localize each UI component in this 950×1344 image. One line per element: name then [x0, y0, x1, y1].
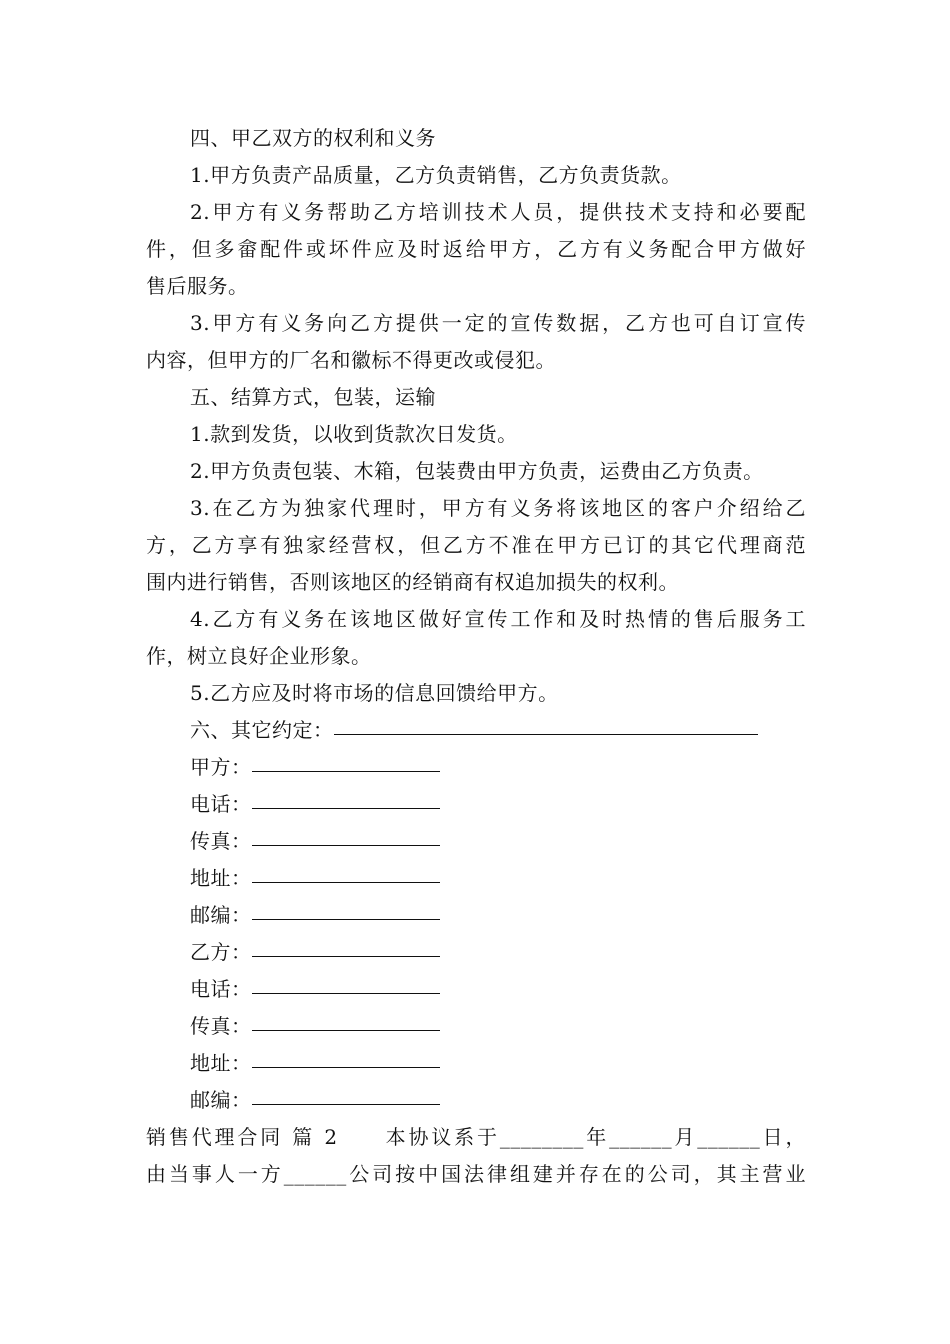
address-b-label: 地址：: [190, 1051, 252, 1075]
section-4-item-2-line-1: 2.甲方有义务帮助乙方培训技术人员，提供技术支持和必要配: [190, 200, 806, 224]
signature-postcode-b: [146, 1082, 806, 1119]
fax-a-label: 传真：: [190, 829, 252, 853]
signature-party-a: [146, 749, 806, 786]
section-4-item-2-line-3: 售后服务。: [146, 274, 249, 298]
other-terms-blank[interactable]: [334, 712, 758, 735]
next-contract-line-1: 销售代理合同 篇 2 本协议系于________年______月______日，: [146, 1125, 806, 1149]
party-b-blank[interactable]: [252, 934, 440, 957]
party-a-label: 甲方：: [190, 755, 252, 779]
fax-a-blank[interactable]: [252, 823, 440, 846]
party-b-label: 乙方：: [190, 940, 252, 964]
section-5-item-3-line-3: 围内进行销售，否则该地区的经销商有权追加损失的权利。: [146, 570, 679, 594]
postcode-b-blank[interactable]: [252, 1082, 440, 1105]
postcode-a-blank[interactable]: [252, 897, 440, 920]
signature-address-b: [146, 1045, 806, 1082]
phone-b-blank[interactable]: [252, 971, 440, 994]
section-5-item-5: 5.乙方应及时将市场的信息回馈给甲方。: [190, 681, 559, 705]
document-body: [146, 120, 806, 1193]
signature-phone-b: [146, 971, 806, 1008]
section-6-other-terms: [146, 712, 806, 749]
section-4-item-2-line-2: 件，但多畲配件或坏件应及时返给甲方，乙方有义务配合甲方做好: [146, 237, 806, 261]
section-5-item-2: 2.甲方负责包装、木箱，包装费由甲方负责，运费由乙方负责。: [190, 459, 764, 483]
next-contract-line-2: 由当事人一方______公司按中国法律组建并存在的公司，其主营业: [146, 1162, 806, 1186]
signature-address-a: [146, 860, 806, 897]
phone-b-label: 电话：: [190, 977, 252, 1001]
signature-fax-b: [146, 1008, 806, 1045]
address-b-blank[interactable]: [252, 1045, 440, 1068]
section-5-title: 五、结算方式，包装，运输: [190, 385, 436, 409]
fax-b-blank[interactable]: [252, 1008, 440, 1031]
signature-fax-a: [146, 823, 806, 860]
section-5-item-3-line-2: 方，乙方享有独家经营权，但乙方不准在甲方已订的其它代理商范: [146, 533, 806, 557]
fax-b-label: 传真：: [190, 1014, 252, 1038]
section-5-item-1: 1.款到发货，以收到货款次日发货。: [190, 422, 518, 446]
section-5-item-3-line-1: 3.在乙方为独家代理时，甲方有义务将该地区的客户介绍给乙: [190, 496, 806, 520]
signature-party-b: [146, 934, 806, 971]
signature-postcode-a: [146, 897, 806, 934]
section-4-title: 四、甲乙双方的权利和义务: [190, 126, 436, 150]
section-4-item-1: 1.甲方负责产品质量，乙方负责销售，乙方负责货款。: [190, 163, 682, 187]
section-4-item-3-line-1: 3.甲方有义务向乙方提供一定的宣传数据，乙方也可自订宣传: [190, 311, 806, 335]
address-a-label: 地址：: [190, 866, 252, 890]
address-a-blank[interactable]: [252, 860, 440, 883]
section-5-item-4-line-2: 作，树立良好企业形象。: [146, 644, 372, 668]
section-6-label: 六、其它约定：: [190, 718, 334, 742]
section-4-item-3-line-2: 内容，但甲方的厂名和徽标不得更改或侵犯。: [146, 348, 556, 372]
party-a-blank[interactable]: [252, 749, 440, 772]
postcode-b-label: 邮编：: [190, 1088, 252, 1112]
phone-a-label: 电话：: [190, 792, 252, 816]
section-5-item-4-line-1: 4.乙方有义务在该地区做好宣传工作和及时热情的售后服务工: [190, 607, 806, 631]
phone-a-blank[interactable]: [252, 786, 440, 809]
postcode-a-label: 邮编：: [190, 903, 252, 927]
signature-phone-a: [146, 786, 806, 823]
